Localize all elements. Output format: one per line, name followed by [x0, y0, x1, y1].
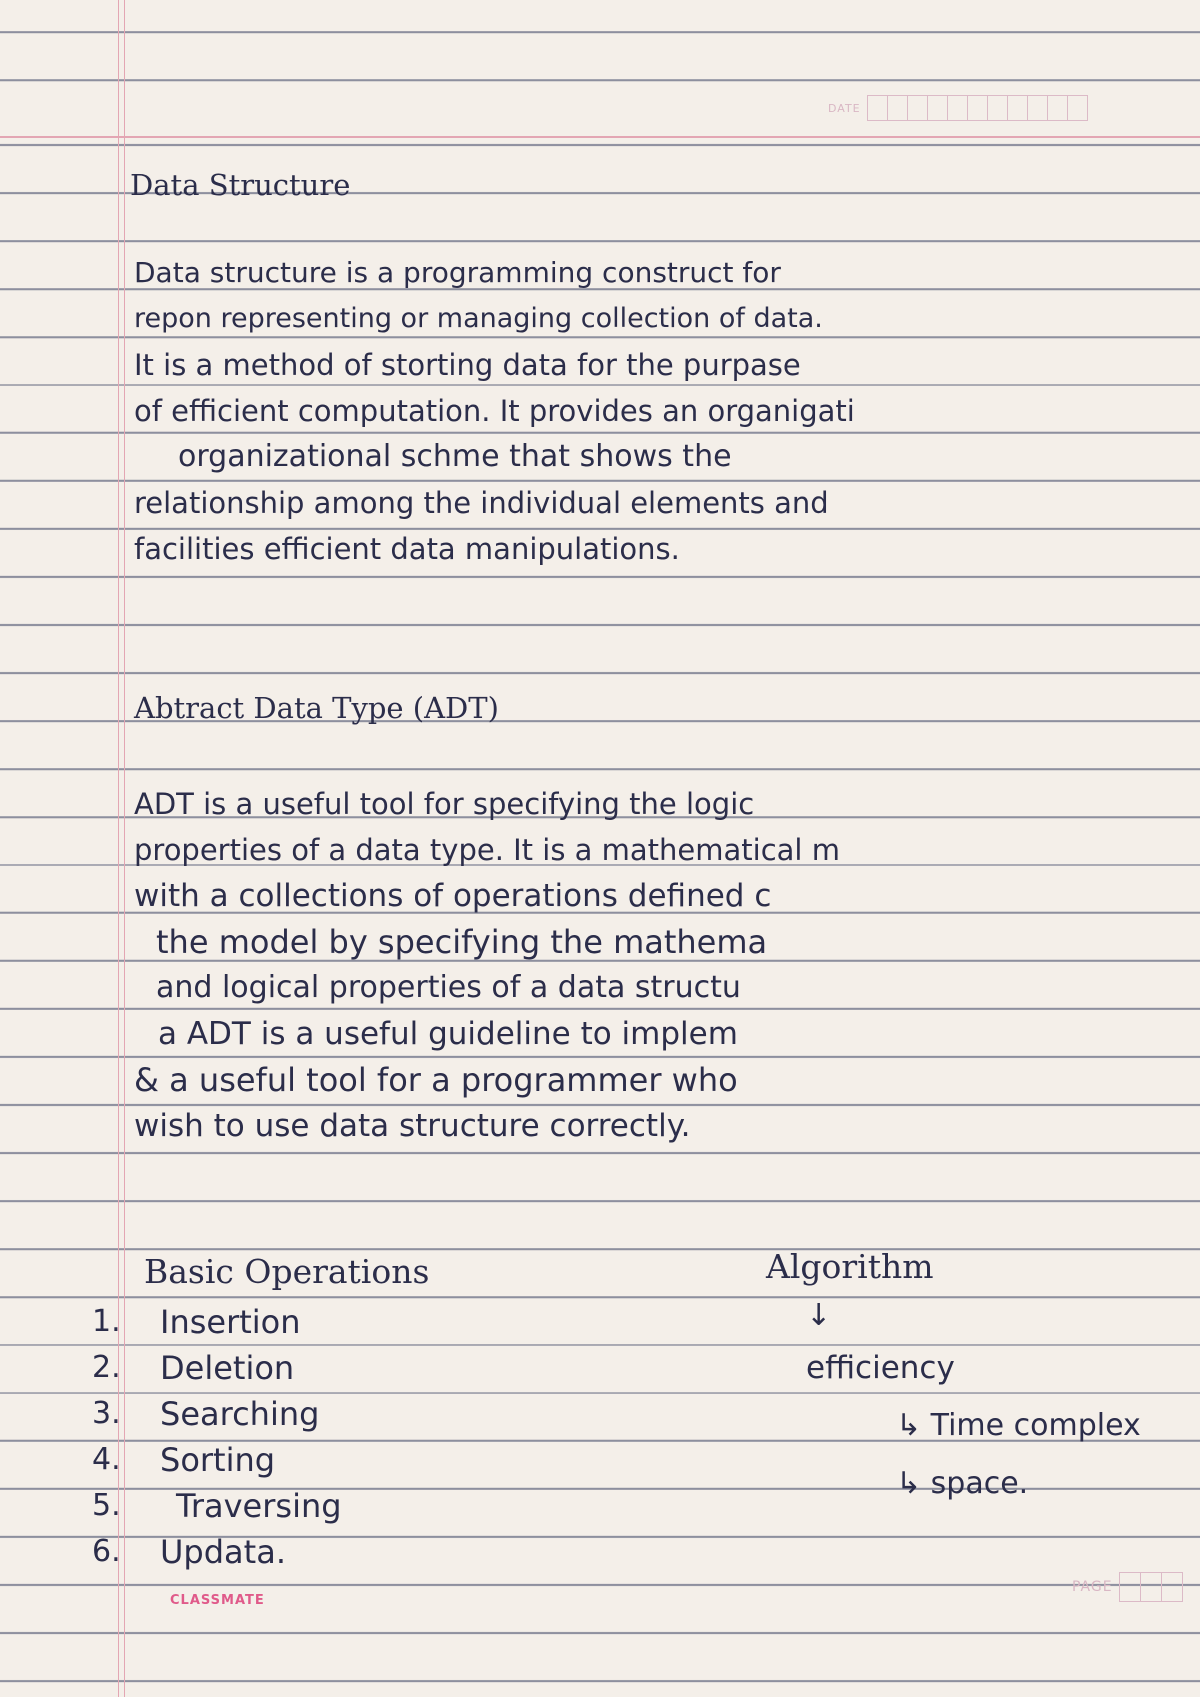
section-title: Abtract Data Type (ADT)	[134, 691, 499, 725]
body-line: with a collections of operations defined c	[134, 878, 772, 914]
efficiency-item: ↳ space.	[896, 1466, 1029, 1501]
margin-line	[124, 0, 125, 1697]
body-line: facilities efficient data manipulations.	[134, 532, 680, 566]
notebook-brand: CLASSMATE	[170, 1593, 265, 1608]
body-line: Data structure is a programming construct for	[134, 256, 781, 289]
efficiency-label: efficiency	[806, 1350, 955, 1386]
body-line: of efficient computation. It provides an organigati	[134, 394, 855, 428]
date-cells	[867, 95, 1087, 121]
list-item: Traversing	[176, 1487, 342, 1525]
section-title: Basic Operations	[144, 1252, 430, 1291]
body-line: and logical properties of a data structu	[156, 970, 741, 1005]
algorithm-title: Algorithm	[766, 1247, 934, 1286]
list-item: Deletion	[160, 1349, 295, 1387]
down-arrow-icon: ↓	[806, 1298, 832, 1333]
body-line: properties of a data type. It is a mathematical m	[134, 833, 840, 867]
efficiency-item: ↳ Time complex	[896, 1408, 1141, 1443]
date-box	[828, 95, 1087, 121]
list-item: Sorting	[160, 1441, 276, 1479]
body-line: & a useful tool for a programmer who	[134, 1061, 738, 1099]
section-title: Data Structure	[130, 168, 351, 202]
list-item: Searching	[160, 1395, 320, 1433]
list-number: 1.	[92, 1304, 121, 1339]
body-line: a ADT is a useful guideline to implem	[158, 1016, 738, 1052]
page-cells	[1119, 1572, 1182, 1602]
page-number-box	[1072, 1572, 1182, 1602]
page-label: PAGE	[1072, 1579, 1113, 1595]
list-number: 5.	[92, 1488, 121, 1523]
body-line: the model by specifying the mathema	[156, 923, 768, 961]
body-line: organizational schme that shows the	[178, 439, 732, 474]
list-item: Updata.	[160, 1533, 286, 1571]
list-number: 6.	[92, 1534, 121, 1569]
list-number: 2.	[92, 1350, 121, 1385]
list-item: Insertion	[160, 1303, 301, 1341]
list-number: 3.	[92, 1396, 121, 1431]
list-number: 4.	[92, 1442, 121, 1477]
body-line: relationship among the individual elements and	[134, 486, 829, 520]
body-line: wish to use data structure correctly.	[134, 1108, 691, 1144]
date-label: DATE	[828, 101, 861, 115]
body-line: repon representing or managing collection of data.	[134, 303, 823, 334]
body-line: It is a method of storting data for the purpase	[134, 348, 801, 382]
body-line: ADT is a useful tool for specifying the logic	[134, 787, 755, 821]
header-rule	[0, 136, 1200, 138]
